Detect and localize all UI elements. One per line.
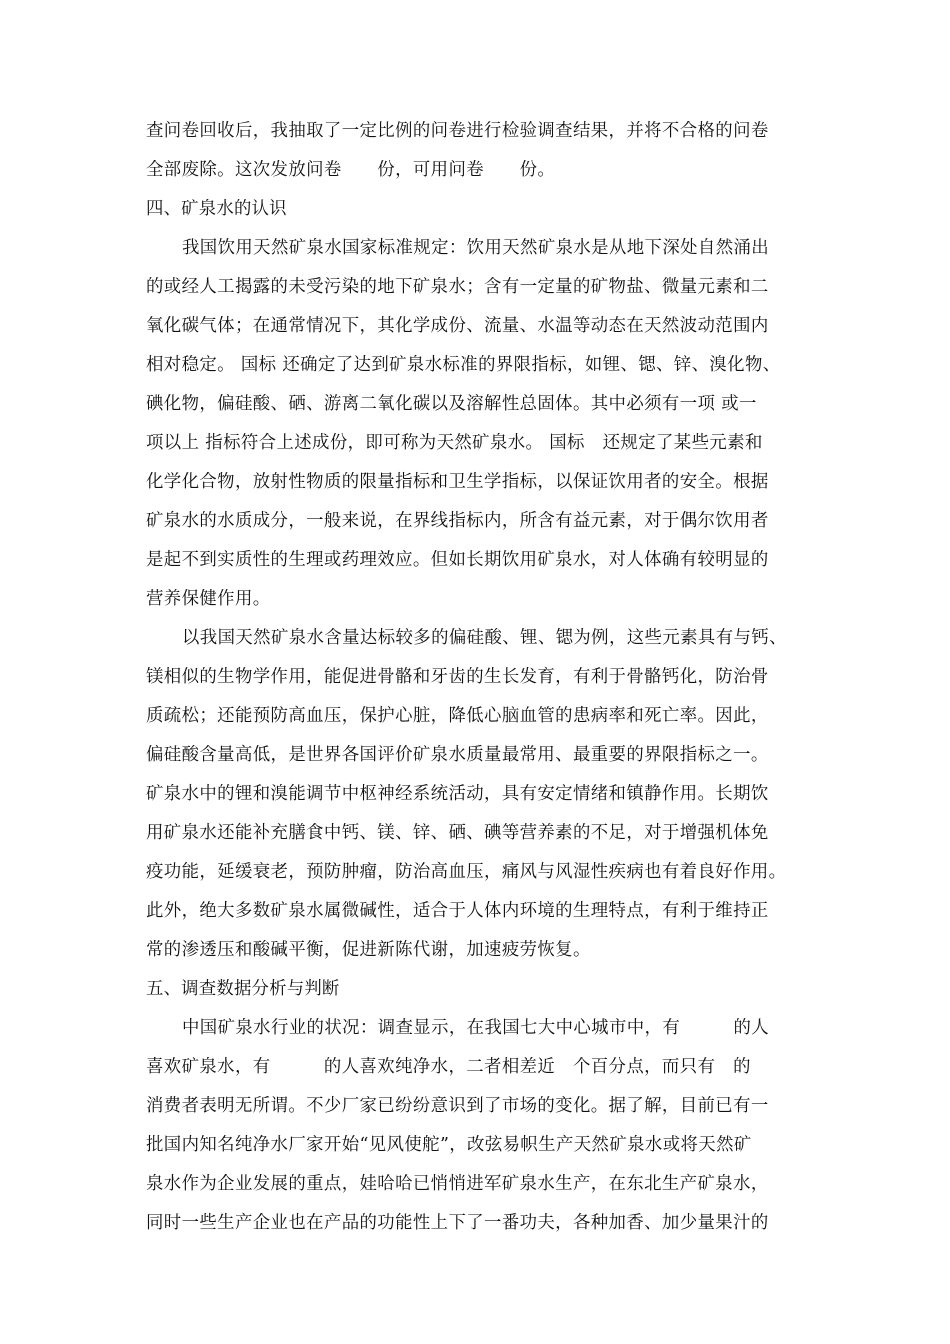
text-line: 批国内知名纯净水厂家开始“见风使舵”，改弦易帜生产天然矿泉水或将天然矿 bbox=[146, 1135, 752, 1155]
text-line: 碘化物，偏硅酸、硒、游离二氧化碳以及溶解性总固体。其中必须有一项 或一 bbox=[146, 394, 757, 414]
section-heading-4: 四、矿泉水的认识 bbox=[146, 199, 287, 219]
text-line: 同时一些生产企业也在产品的功能性上下了一番功夫，各种加香、加少量果汁的 bbox=[146, 1213, 769, 1233]
text-line: 营养保健作用。 bbox=[146, 589, 271, 609]
section-heading-5: 五、调查数据分析与判断 bbox=[146, 979, 340, 999]
text-line: 以我国天然矿泉水含量达标较多的偏硅酸、锂、锶为例，这些元素具有与钙、 bbox=[182, 628, 787, 648]
text-line: 相对稳定。 国标 还确定了达到矿泉水标准的界限指标，如锂、锶、锌、溴化物、 bbox=[146, 355, 781, 375]
text-line: 用矿泉水还能补充膳食中钙、镁、锌、硒、碘等营养素的不足，对于增强机体免 bbox=[146, 823, 769, 843]
text-line: 中国矿泉水行业的状况：调查显示，在我国七大中心城市中，有 的人 bbox=[182, 1018, 770, 1038]
text-line: 矿泉水的水质成分，一般来说，在界线指标内，所含有益元素，对于偶尔饮用者 bbox=[146, 511, 769, 531]
text-line: 疫功能，延缓衰老，预防肿瘤，防治高血压，痛风与风湿性疾病也有着良好作用。 bbox=[146, 862, 787, 882]
text-line: 我国饮用天然矿泉水国家标准规定：饮用天然矿泉水是从地下深处自然涌出 bbox=[182, 238, 770, 258]
text-line: 矿泉水中的锂和溴能调节中枢神经系统活动，具有安定情绪和镇静作用。长期饮 bbox=[146, 784, 769, 804]
text-line: 项以上 指标符合上述成份，即可称为天然矿泉水。 国标 还规定了某些元素和 bbox=[146, 433, 763, 453]
text-line: 常的渗透压和酸碱平衡，促进新陈代谢，加速疲劳恢复。 bbox=[146, 940, 591, 960]
text-line: 化学化合物，放射性物质的限量指标和卫生学指标，以保证饮用者的安全。根据 bbox=[146, 472, 769, 492]
text-line: 是起不到实质性的生理或药理效应。但如长期饮用矿泉水，对人体确有较明显的 bbox=[146, 550, 769, 570]
text-line: 偏硅酸含量高低，是世界各国评价矿泉水质量最常用、最重要的界限指标之一。 bbox=[146, 745, 769, 765]
text-line: 消费者表明无所谓。不少厂家已纷纷意识到了市场的变化。据了解，目前已有一 bbox=[146, 1096, 769, 1116]
text-line: 镁相似的生物学作用，能促进骨骼和牙齿的生长发育，有利于骨骼钙化，防治骨 bbox=[146, 667, 769, 687]
text-line: 的或经人工揭露的未受污染的地下矿泉水；含有一定量的矿物盐、微量元素和二 bbox=[146, 277, 769, 297]
text-line: 查问卷回收后，我抽取了一定比例的问卷进行检验调查结果，并将不合格的问卷 bbox=[146, 121, 769, 141]
text-line: 质疏松；还能预防高血压，保护心脏，降低心脑血管的患病率和死亡率。因此， bbox=[146, 706, 769, 726]
text-line: 全部废除。这次发放问卷 份，可用问卷 份。 bbox=[146, 160, 556, 180]
text-line: 此外，绝大多数矿泉水属微碱性，适合于人体内环境的生理特点，有利于维持正 bbox=[146, 901, 769, 921]
text-line: 氧化碳气体；在通常情况下，其化学成份、流量、水温等动态在天然波动范围内 bbox=[146, 316, 769, 336]
text-line: 泉水作为企业发展的重点，娃哈哈已悄悄进军矿泉水生产，在东北生产矿泉水， bbox=[146, 1174, 769, 1194]
text-line: 喜欢矿泉水，有 的人喜欢纯净水，二者相差近 个百分点，而只有 的 bbox=[146, 1057, 751, 1077]
